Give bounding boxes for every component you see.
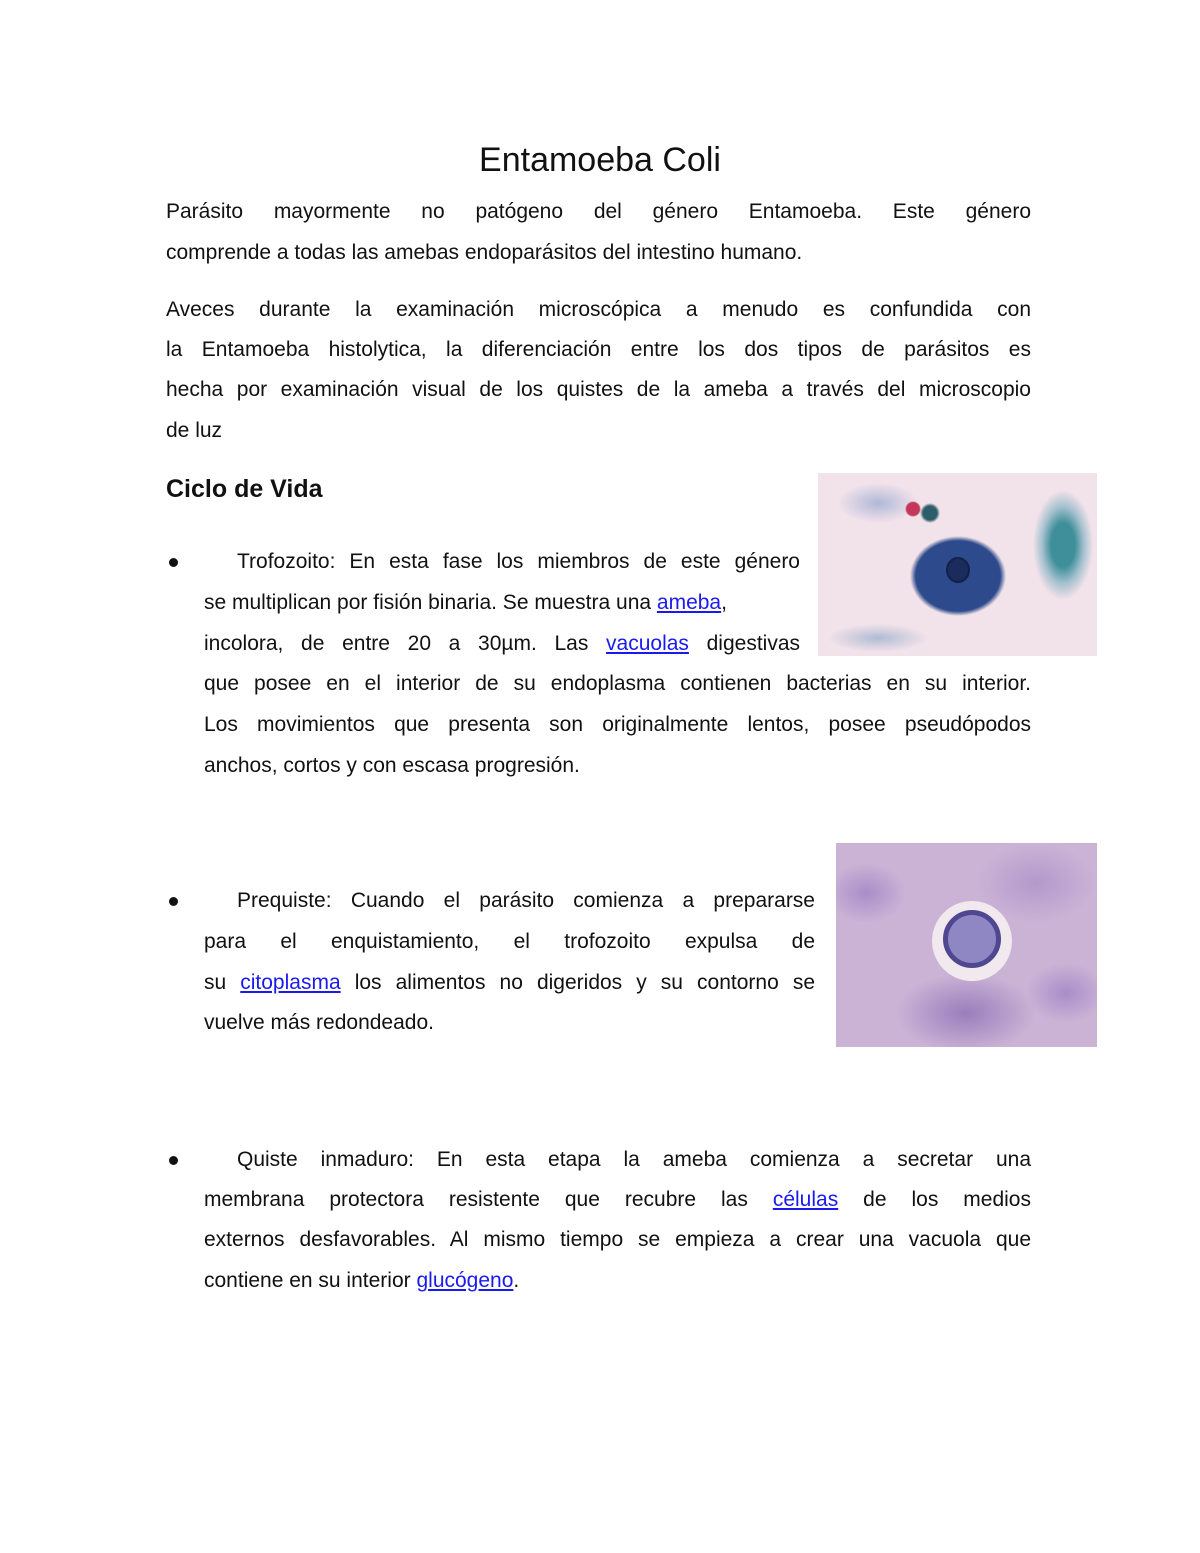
list-item-line [204, 1269, 519, 1293]
text: de los medios [838, 1188, 1031, 1211]
text: . [513, 1269, 520, 1292]
link-celulas[interactable]: células [772, 1188, 839, 1211]
list-item-line [204, 1188, 1031, 1212]
list-item-line: anchos, cortos y con escasa progresión. [204, 754, 580, 777]
text: los alimentos no digeridos y su contorno se [340, 971, 816, 994]
list-item-line: externos desfavorables. Al mismo tiempo se empieza a crear una vacuola que [204, 1228, 1031, 1251]
precyst-image [836, 843, 1097, 1047]
text: contiene en su interior [204, 1269, 417, 1292]
paragraph-line: Parásito mayormente no patógeno del género Entamoeba. Este género [166, 200, 1031, 223]
link-glucogeno[interactable]: glucógeno [416, 1269, 514, 1292]
list-item-line: vuelve más redondeado. [204, 1011, 434, 1034]
link-ameba[interactable]: ameba [656, 591, 722, 614]
paragraph-line: Aveces durante la examinación microscópica a menudo es confundida con [166, 298, 1031, 321]
text: su [204, 971, 241, 994]
text: , [721, 591, 727, 614]
paragraph-line: comprende a todas las amebas endoparásitos del intestino humano. [166, 241, 803, 264]
text: se multiplican por fisión binaria. Se muestra una [204, 591, 657, 614]
bullet-icon [169, 1156, 178, 1165]
list-item-line: Prequiste: Cuando el parásito comienza a prepararse [237, 889, 815, 912]
list-item-line: Quiste inmaduro: En esta etapa la ameba comienza a secretar una [237, 1148, 1031, 1171]
link-citoplasma[interactable]: citoplasma [240, 971, 341, 994]
list-item-line [204, 971, 815, 995]
paragraph-line: de luz [166, 419, 223, 442]
list-item-line [204, 632, 800, 656]
list-item-line: Trofozoito: En esta fase los miembros de este género [237, 550, 800, 573]
trophozoite-image [818, 473, 1097, 656]
list-item-line: para el enquistamiento, el trofozoito expulsa de [204, 930, 815, 953]
list-item-line [204, 591, 727, 615]
list-item-line: que posee en el interior de su endoplasma contienen bacterias en su interior. [204, 672, 1031, 695]
text: digestivas [688, 632, 800, 655]
page-title: Entamoeba Coli [479, 141, 721, 179]
text: incolora, de entre 20 a 30µm. Las [204, 632, 607, 655]
section-heading: Ciclo de Vida [166, 475, 323, 503]
text: membrana protectora resistente que recubre las [204, 1188, 773, 1211]
bullet-icon [169, 558, 178, 567]
link-vacuolas[interactable]: vacuolas [606, 632, 689, 655]
bullet-icon [169, 897, 178, 906]
nucleus-shape [946, 557, 970, 583]
list-item-line: Los movimientos que presenta son originalmente lentos, posee pseudópodos [204, 713, 1031, 736]
cyst-shape [943, 910, 1001, 968]
paragraph-line: la Entamoeba histolytica, la diferenciación entre los dos tipos de parásitos es [166, 338, 1031, 361]
paragraph-line: hecha por examinación visual de los quistes de la ameba a través del microscopio [166, 378, 1031, 401]
